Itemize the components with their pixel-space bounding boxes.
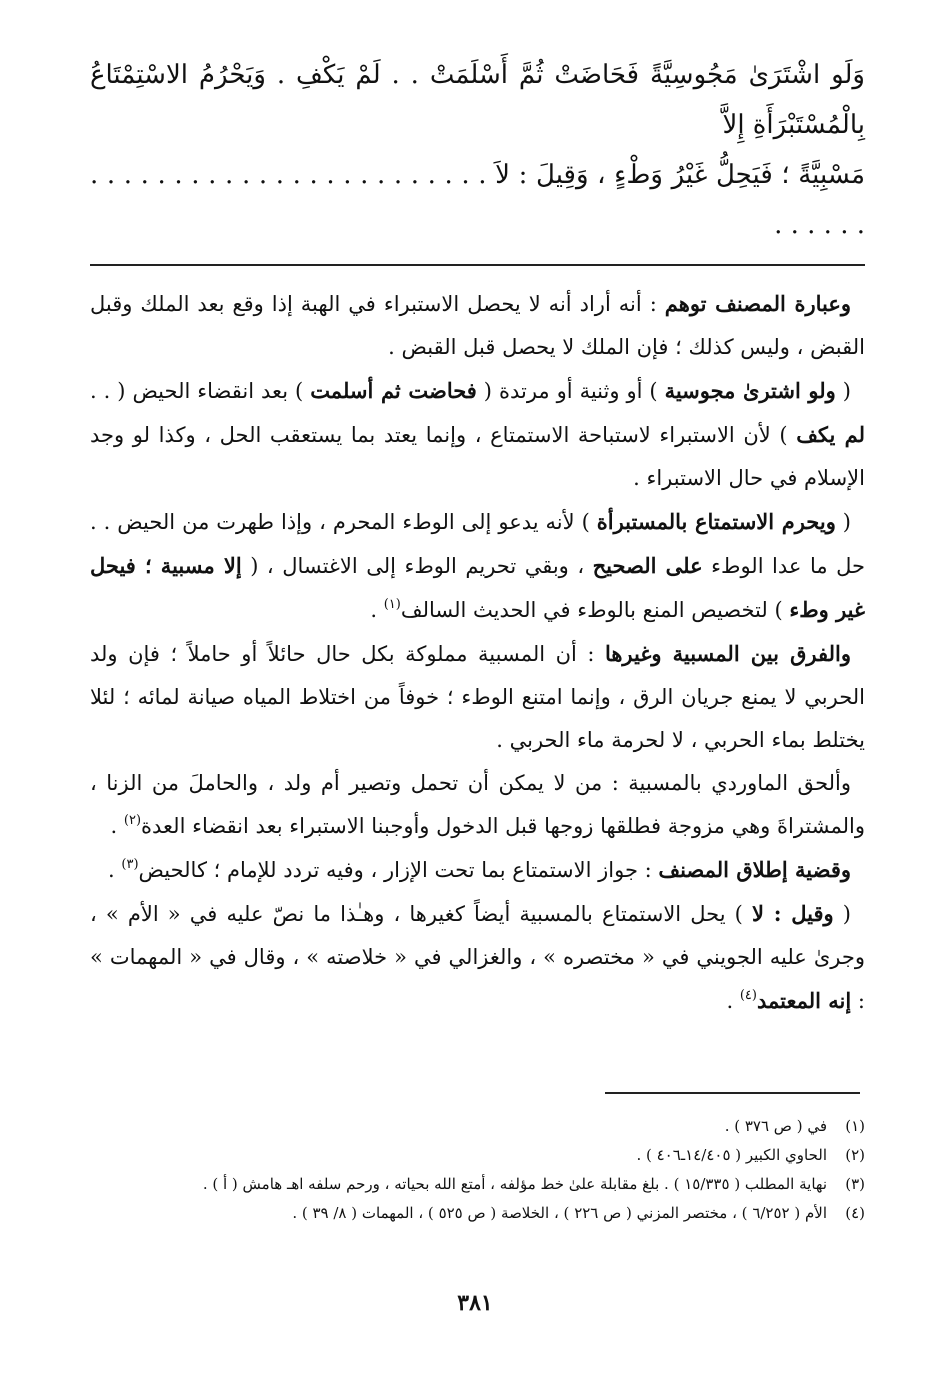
paragraph-text: ) أو وثنية أو مرتدة ( — [476, 379, 665, 403]
bold-quote: إلا مسبية ؛ فيحل غير وطء — [90, 553, 865, 622]
commentary-paragraph-3 — [90, 500, 865, 632]
commentary-paragraph-7 — [90, 892, 865, 1023]
footnote-ref-1[interactable]: (١) — [383, 597, 401, 612]
footnote-number: (٣) — [845, 1175, 865, 1193]
bold-quote: ويحرم الاستمتاع بالمستبرأة — [596, 509, 836, 534]
footnote-ref-3[interactable]: (٣) — [121, 857, 139, 872]
paragraph-end: . — [108, 858, 122, 882]
footnote-number: (٢) — [845, 1146, 865, 1164]
bold-lead: وعبارة المصنف توهم — [664, 291, 851, 316]
bold-lead: والفرق بين المسبية وغيرها — [604, 641, 852, 666]
paragraph-end: . — [110, 814, 124, 838]
footnote-item — [90, 1112, 865, 1141]
commentary-paragraph-1 — [90, 282, 865, 369]
footnote-ref-2[interactable]: (٢) — [123, 813, 142, 828]
footnote-text: في ( ص ٣٧٦ ) . — [724, 1117, 827, 1135]
bold-quote: لم يكف — [796, 422, 865, 447]
matn-separator-rule — [90, 264, 865, 266]
paragraph-text: : أنه أراد أنه لا يحصل الاستبراء في الهبة إذا وقع بعد الملك وقبل القبض ، وليس كذلك ؛ فإن الملك لا يحصل قبل القبض . — [90, 292, 865, 359]
paragraph-text: ) لتخصيص المنع بالوطء في الحديث السالف — [400, 598, 790, 622]
footnote-separator-rule — [605, 1092, 860, 1094]
bold-quote: إنه المعتمد — [756, 988, 852, 1013]
footnote-number: (١) — [845, 1117, 865, 1135]
paragraph-text: ، وبقي تحريم الوطء إلى الاغتسال ، ( — [241, 554, 593, 578]
footnote-item — [90, 1141, 865, 1170]
bold-lead: وقضية إطلاق المصنف — [658, 857, 851, 882]
bold-quote: ولو اشترىٰ مجوسية — [664, 378, 836, 403]
matn-line-1: وَلَو اشْتَرَىٰ مَجُوسِيَّةً فَحَاضَتْ ثُمَّ أَسْلَمَتْ . . لَمْ يَكْفِ . وَيَحْرُمُ الاسْتِمْتَاعُ بِالْمُسْتَبْرَأَةِ إِلاَّ — [90, 60, 865, 140]
page-number: ٣٨١ — [457, 1290, 493, 1316]
footnote-text: الحاوي الكبير ( ١٤/٤٠٥ـ٤٠٦ ) . — [636, 1146, 827, 1164]
commentary-paragraph-4 — [90, 632, 865, 762]
paragraph-text: وألحق الماوردي بالمسبية : من لا يمكن أن تحمل وتصير أم ولد ، والحاملَ من الزنا ، والمشتراةَ وهي مزوجة فطلقها زوجها قبل الدخول وأوجبنا الاستبراء بعد انقضاء العدة — [90, 771, 865, 838]
bold-quote: على الصحيح — [592, 553, 703, 578]
bold-quote: وقيل : لا — [752, 901, 834, 926]
paragraph-end: . — [726, 989, 740, 1013]
paragraph-text: : أن المسبية مملوكة بكل حال حائلاً أو حاملاً ؛ فإن ولد الحربي لا يمنع جريان الرق ، وإنما امتنع الوطء ؛ خوفاً من اختلاط المياه صيانة لمائه ؛ لئلا يختلط بماء الحربي ، لا لحرمة ماء الحربي . — [90, 642, 865, 752]
paren-open: ( — [833, 902, 852, 926]
footnote-ref-4[interactable]: (٤) — [739, 988, 757, 1003]
footnote-item — [90, 1170, 865, 1199]
footnote-item — [90, 1199, 865, 1228]
paragraph-text: ) لأن الاستبراء لاستباحة الاستمتاع ، وإنما يعتد بما يستعقب الحل ، وكذا لو وجد الإسلام في حال الاستبراء . — [90, 423, 865, 490]
commentary-paragraph-2 — [90, 369, 865, 500]
paragraph-text: ) يحل الاستمتاع بالمسبية أيضاً كغيرها ، وهـٰذا ما نصّ عليه في « الأم » ، وجرىٰ عليه الجويني في « مختصره » ، والغزالي في « خلاصته » ، وقال في « المهمات » : — [90, 902, 865, 1013]
paragraph-end: . — [370, 598, 384, 622]
footnote-text: الأم ( ٦/٢٥٢ ) ، مختصر المزني ( ص ٢٢٦ ) ، الخلاصة ( ص ٥٢٥ ) ، المهمات ( ٨/ ٣٩ ) . — [292, 1204, 827, 1222]
paren-open: ( — [835, 510, 851, 534]
commentary-paragraph-5 — [90, 762, 865, 848]
paragraph-text: ) بعد انقضاء الحيض ( . . — [90, 379, 311, 403]
paragraph-text: : جواز الاستمتاع بما تحت الإزار ، وفيه تردد للإمام ؛ كالحيض — [138, 858, 659, 882]
commentary-paragraph-6 — [90, 848, 865, 892]
paren-open: ( — [835, 379, 851, 403]
footnote-number: (٤) — [845, 1204, 865, 1222]
bold-quote: فحاضت ثم أسلمت — [310, 378, 477, 403]
matn-line-2: مَسْبِيَّةً ؛ فَيَحِلُّ غَيْرُ وَطْءٍ ، وَقِيلَ : لاَ . . . . . . . . . . . . . . . . . . . . . . . . . . . . . . — [90, 160, 865, 240]
footnotes — [90, 1112, 865, 1228]
page-body — [90, 50, 865, 1023]
footnote-text: نهاية المطلب ( ١٥/٣٣٥ ) . بلغ مقابلة علىٰ خط مؤلفه ، أمتع الله بحياته ، ورحم سلفه اهـ هامش ( أ ) . — [202, 1175, 827, 1193]
paragraph-text: ) لأنه يدعو إلى الوطء المحرم ، وإذا طهرت من الحيض . . حل ما عدا الوطء — [90, 510, 865, 578]
